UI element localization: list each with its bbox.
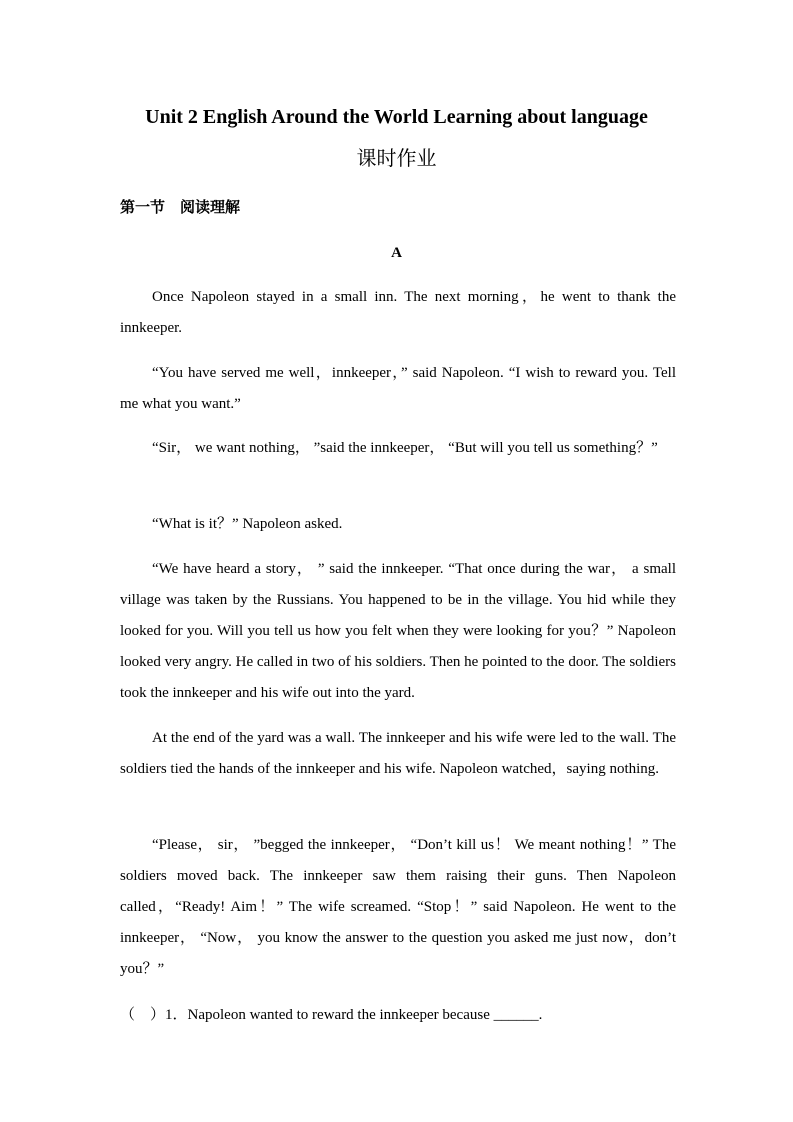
document-subtitle: 课时作业 [356,148,437,170]
paragraph-1: Once Napoleon stayed in a small inn. The next morning，he went to thank the innkeeper. [120,289,676,336]
paragraph-4: “What is it？” Napoleon asked. [152,516,343,532]
question-1: （ ）1．Napoleon wanted to reward the innkeeper because ______. [120,1007,543,1023]
paragraph-7: “Please， sir， ”begged the innkeeper， “Don’t kill us！ We meant nothing！” The soldiers moved back. The innkeeper saw them raising their guns. Then Napoleon called，“Ready! Aim！” The wife screamed. “Stop！” said Napoleon. He went to the innkeeper， “Now， you know the answer to the question you asked me just now，don’t you？” [120,837,676,977]
section-heading: 第一节 阅读理解 [120,200,241,216]
paragraph-2: “You have served me well，innkeeper，” said Napoleon. “I wish to reward you. Tell me what you want.” [120,365,676,412]
paragraph-6: At the end of the yard was a wall. The innkeeper and his wife were led to the wall. The soldiers tied the hands of the innkeeper and his wife. Napoleon watched，saying nothing. [120,730,676,777]
passage-label: A [391,245,402,261]
paragraph-5: “We have heard a story， ” said the innkeeper. “That once during the war， a small village was taken by the Russians. You happened to be in the village. You hid while they looked for you. Will you tell us how you felt when they were looking for you？” Napoleon looked very angry. He called in two of his soldiers. Then he pointed to the door. The soldiers took the innkeeper and his wife out into the yard. [120,561,676,701]
paragraph-3: “Sir， we want nothing， ”said the innkeeper， “But will you tell us something？” [152,440,658,456]
document-title: Unit 2 English Around the World Learning about language [145,106,648,128]
